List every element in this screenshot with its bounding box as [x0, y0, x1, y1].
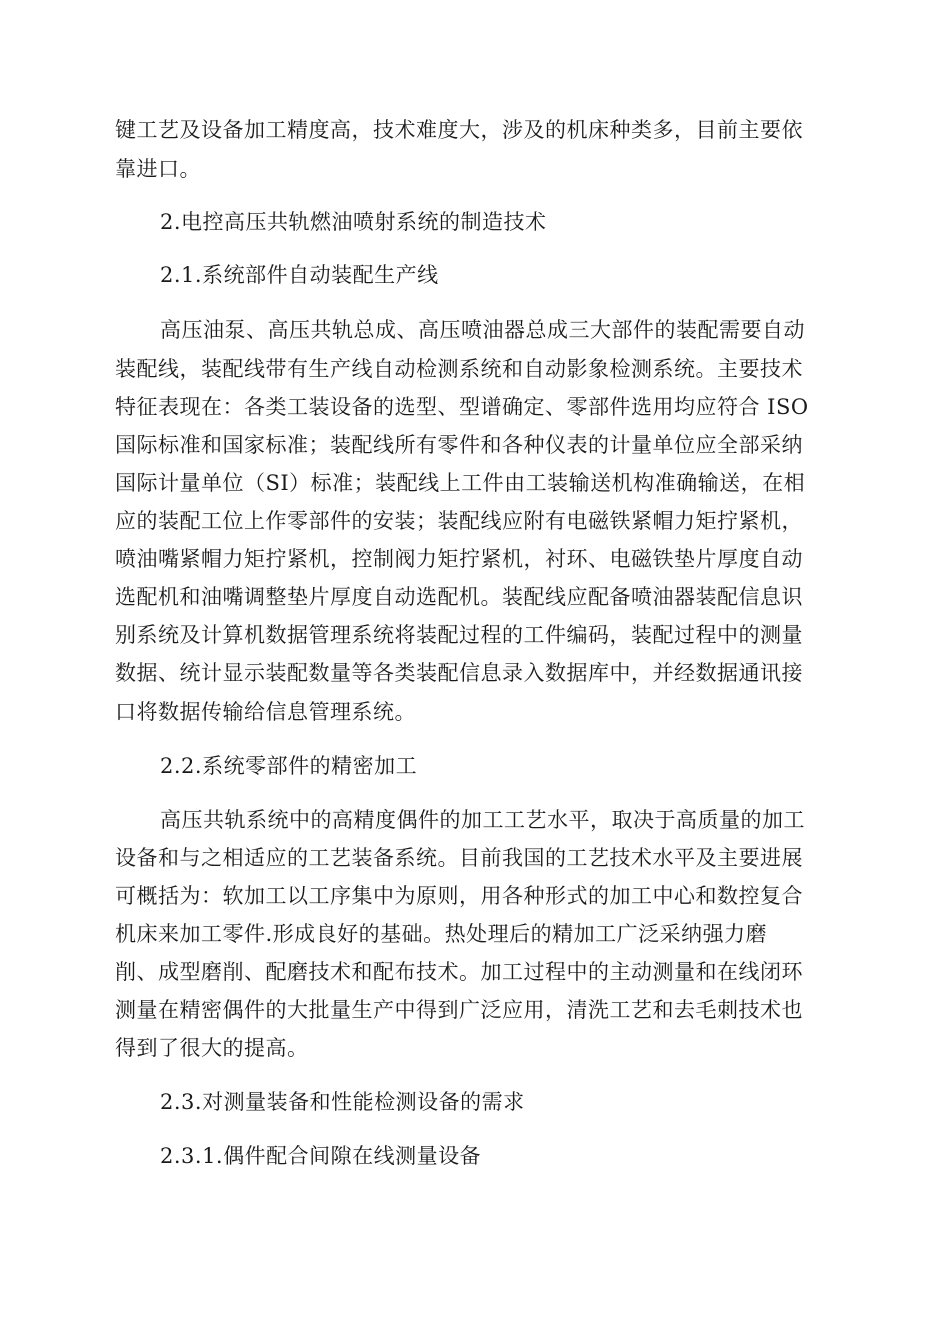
paragraph-line: 机床来加工零件.形成良好的基础。热处理后的精加工广泛采纳强力磨 [115, 922, 768, 946]
paragraph-line: 高压油泵、高压共轨总成、高压喷油器总成三大部件的装配需要自动 [160, 318, 805, 342]
paragraph-line: 测量在精密偶件的大批量生产中得到广泛应用，清洗工艺和去毛刺技术也 [115, 998, 803, 1022]
subsection-heading: 2.1.系统部件自动装配生产线 [160, 263, 439, 287]
paragraph-line: 特征表现在：各类工装设备的选型、型谱确定、零部件选用均应符合 ISO [115, 395, 809, 419]
paragraph-line: 别系统及计算机数据管理系统将装配过程的工件编码，装配过程中的测量 [115, 623, 803, 647]
paragraph-line: 选配机和油嘴调整垫片厚度自动选配机。装配线应配备喷油器装配信息识 [115, 585, 803, 609]
paragraph-line: 应的装配工位上作零部件的安装；装配线应附有电磁铁紧帽力矩拧紧机， [115, 509, 803, 533]
paragraph-line: 国际标准和国家标准；装配线所有零件和各种仪表的计量单位应全部采纳 [115, 433, 803, 457]
paragraph-line: 得到了很大的提高。 [115, 1036, 309, 1060]
paragraph-line: 高压共轨系统中的高精度偶件的加工工艺水平，取决于高质量的加工 [160, 808, 805, 832]
paragraph-line: 喷油嘴紧帽力矩拧紧机，控制阀力矩拧紧机，衬环、电磁铁垫片厚度自动 [115, 547, 803, 571]
paragraph-line: 口将数据传输给信息管理系统。 [115, 700, 416, 724]
paragraph-line: 装配线，装配线带有生产线自动检测系统和自动影象检测系统。主要技术 [115, 357, 803, 381]
paragraph-line: 削、成型磨削、配磨技术和配布技术。加工过程中的主动测量和在线闭环 [115, 960, 803, 984]
section-heading: 2.电控高压共轨燃油喷射系统的制造技术 [160, 210, 547, 234]
paragraph-line: 设备和与之相适应的工艺装备系统。目前我国的工艺技术水平及主要进展 [115, 846, 803, 870]
subsection-heading: 2.2.系统零部件的精密加工 [160, 754, 418, 778]
subsection-heading: 2.3.1.偶件配合间隙在线测量设备 [160, 1144, 482, 1168]
paragraph-line: 可概括为：软加工以工序集中为原则，用各种形式的加工中心和数控复合 [115, 884, 803, 908]
paragraph-line: 靠进口。 [115, 157, 201, 181]
subsection-heading: 2.3.对测量装备和性能检测设备的需求 [160, 1090, 525, 1114]
paragraph-line: 国际计量单位（SI）标准；装配线上工件由工装输送机构准确输送，在相 [115, 471, 806, 495]
paragraph-line: 键工艺及设备加工精度高，技术难度大，涉及的机床种类多，目前主要依 [115, 118, 803, 142]
paragraph-line: 数据、统计显示装配数量等各类装配信息录入数据库中，并经数据通讯接 [115, 661, 803, 685]
